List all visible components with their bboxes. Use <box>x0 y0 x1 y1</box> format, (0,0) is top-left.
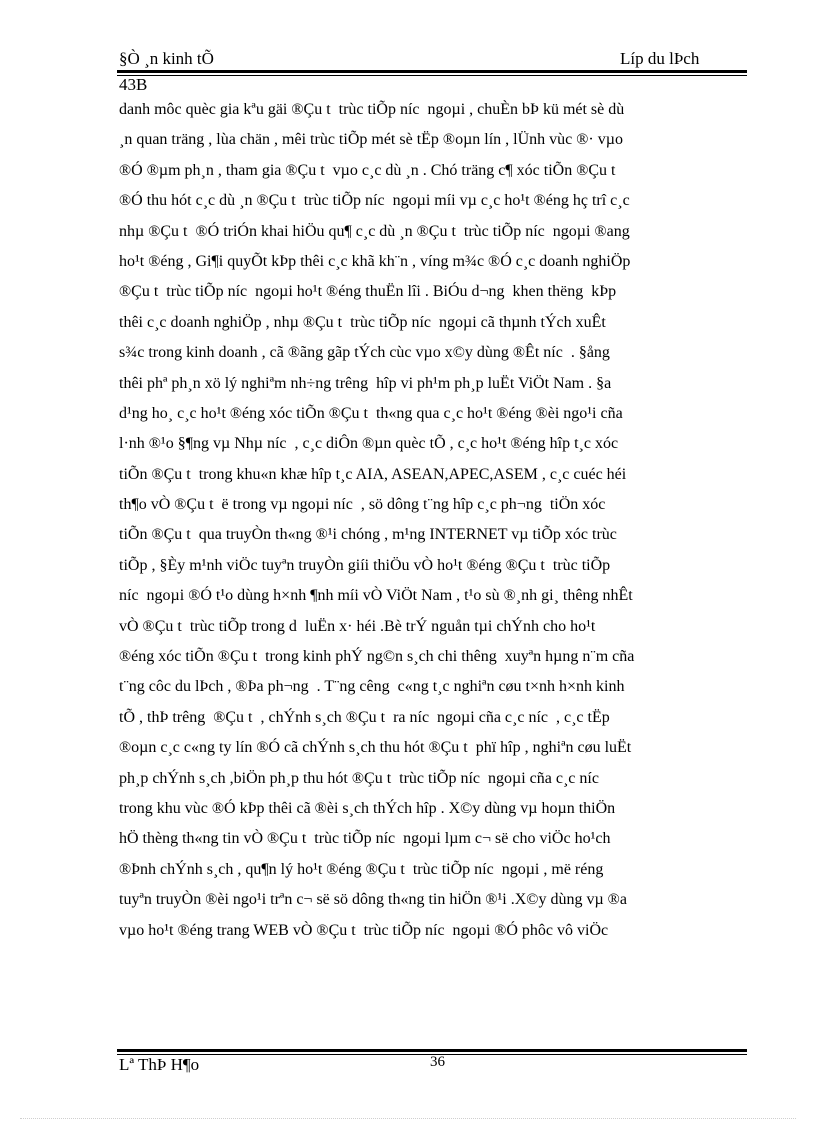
body-line: níc ngoµi ®Ó t¹o dùng h×nh ¶nh míi vÒ ViÖt Nam , t¹o sù ®¸nh gi¸ thêng nhÊt <box>119 587 633 605</box>
body-line: l·nh ®¹o §¶ng vµ Nhµ níc , c¸c diÔn ®µn quèc tÕ , c¸c ho¹t ®éng hîp t¸c xóc <box>119 435 619 453</box>
body-line: tiÕn ®Çu t trong khu«n khæ hîp t¸c AIA, ASEAN,APEC,ASEM , c¸c cuéc héi <box>119 465 627 483</box>
body-line: ®Ó ®µm ph¸n , tham gia ®Çu t vµo c¸c dù ¸n . Chó träng c¶ xóc tiÕn ®Çu t <box>119 161 616 179</box>
body-line: ¸n quan träng , lùa chän , mêi trùc tiÕp mét sè tËp ®oµn lín , lÜnh vùc ®· vµo <box>119 131 623 149</box>
body-line: ph¸p chÝnh s¸ch ,biÖn ph¸p thu hót ®Çu t trùc tiÕp níc ngoµi cña c¸c níc <box>119 769 599 787</box>
body-line: trong khu vùc ®Ó kÞp thêi cã ®èi s¸ch thÝch hîp . X©y dùng vµ hoµn thiÖn <box>119 799 616 817</box>
body-line: danh môc quèc gia kªu gäi ®Çu t trùc tiÕp níc ngoµi , chuÈn bÞ kü mét sè dù <box>119 101 625 118</box>
body-line: ®Þnh chÝnh s¸ch , qu¶n lý ho¹t ®éng ®Çu t trùc tiÕp níc ngoµi , më réng <box>119 860 604 878</box>
header-subtitle: 43B <box>119 75 148 94</box>
body-line: thêi phª ph¸n xö lý nghiªm nh÷ng trêng hîp vi ph¹m ph¸p luËt ViÖt Nam . §a <box>119 374 612 392</box>
body-text <box>119 95 759 946</box>
body-line: d¹ng ho¸ c¸c ho¹t ®éng xóc tiÕn ®Çu t th«ng qua c¸c ho¹t ®éng ®èi ngo¹i cña <box>119 404 623 422</box>
body-line: ®Çu t trùc tiÕp níc ngoµi ho¹t ®éng thuËn lîi . BiÓu d¬ng khen thëng kÞp <box>119 283 617 301</box>
body-line: nhµ ®Çu t ®Ó triÓn khai hiÖu qu¶ c¸c dù ¸n ®Çu t trùc tiÕp níc ngoµi ®ang <box>119 222 630 240</box>
body-line: tiÕn ®Çu t qua truyÒn th«ng ®¹i chóng , m¹ng INTERNET vµ tiÕp xóc trùc <box>119 526 617 544</box>
body-line: thêi c¸c doanh nghiÖp , nhµ ®Çu t trùc tiÕp níc ngoµi cã thµnh tÝch xuÊt <box>119 313 606 331</box>
footer-author: Lª ThÞ H¶o <box>119 1055 200 1074</box>
footer-rule-thick <box>117 1049 747 1052</box>
body-line: hÖ thèng th«ng tin vÒ ®Çu t trùc tiÕp níc ngoµi lµm c¬ së cho viÖc ho¹ch <box>119 830 611 848</box>
body-line: vµo ho¹t ®éng trang WEB vÒ ®Çu t trùc tiÕp níc ngoµi ®Ó phôc vô viÖc <box>119 921 609 939</box>
header-rule-thin <box>117 75 747 76</box>
header-rule-thick <box>117 70 747 73</box>
body-line: ho¹t ®éng , Gi¶i quyÕt kÞp thêi c¸c khã kh¨n , víng m¾c ®Ó c¸c doanh nghiÖp <box>119 252 631 270</box>
body-line: ®éng xóc tiÕn ®Çu t trong kinh phÝ ng©n s¸ch chi thêng xuyªn hµng n¨m cña <box>119 648 635 666</box>
body-line: ®Ó thu hót c¸c dù ¸n ®Çu t trùc tiÕp níc ngoµi míi vµ c¸c ho¹t ®éng hç trî c¸c <box>119 192 630 210</box>
header-class: Líp du lÞch <box>620 49 700 68</box>
body-line: tiÕp , §Èy m¹nh viÖc tuyªn truyÒn giíi thiÖu vÒ ho¹t ®éng ®Çu t trùc tiÕp <box>119 556 611 574</box>
body-line: tÕ , thÞ trêng ®Çu t , chÝnh s¸ch ®Çu t ra níc ngoµi cña c¸c níc , c¸c tËp <box>119 708 610 726</box>
page-number: 36 <box>430 1054 445 1070</box>
body-line: th¶o vÒ ®Çu t ë trong vµ ngoµi níc , sö dông t¨ng hîp c¸c ph¬ng tiÖn xóc <box>119 496 606 514</box>
body-line: vÒ ®Çu t trùc tiÕp trong d luËn x· héi .Bè trÝ nguån tµi chÝnh cho ho¹t <box>119 617 596 635</box>
page-edge-divider <box>20 1118 796 1119</box>
body-line: s¾c trong kinh doanh , cã ®ãng gãp tÝch cùc vµo x©y dùng ®Êt níc . §ång <box>119 344 610 362</box>
header-title: §Ò ¸n kinh tÕ <box>119 49 214 68</box>
body-line: t¨ng côc du lÞch , ®Þa ph¬ng . T¨ng cêng c«ng t¸c nghiªn cøu t×nh h×nh kinh <box>119 678 625 696</box>
body-line: ®oµn c¸c c«ng ty lín ®Ó cã chÝnh s¸ch thu hót ®Çu t phï hîp , nghiªn cøu luËt <box>119 739 632 757</box>
body-line: tuyªn truyÒn ®èi ngo¹i trªn c¬ së sö dông th«ng tin hiÖn ®¹i .X©y dùng vµ ®a <box>119 891 627 909</box>
